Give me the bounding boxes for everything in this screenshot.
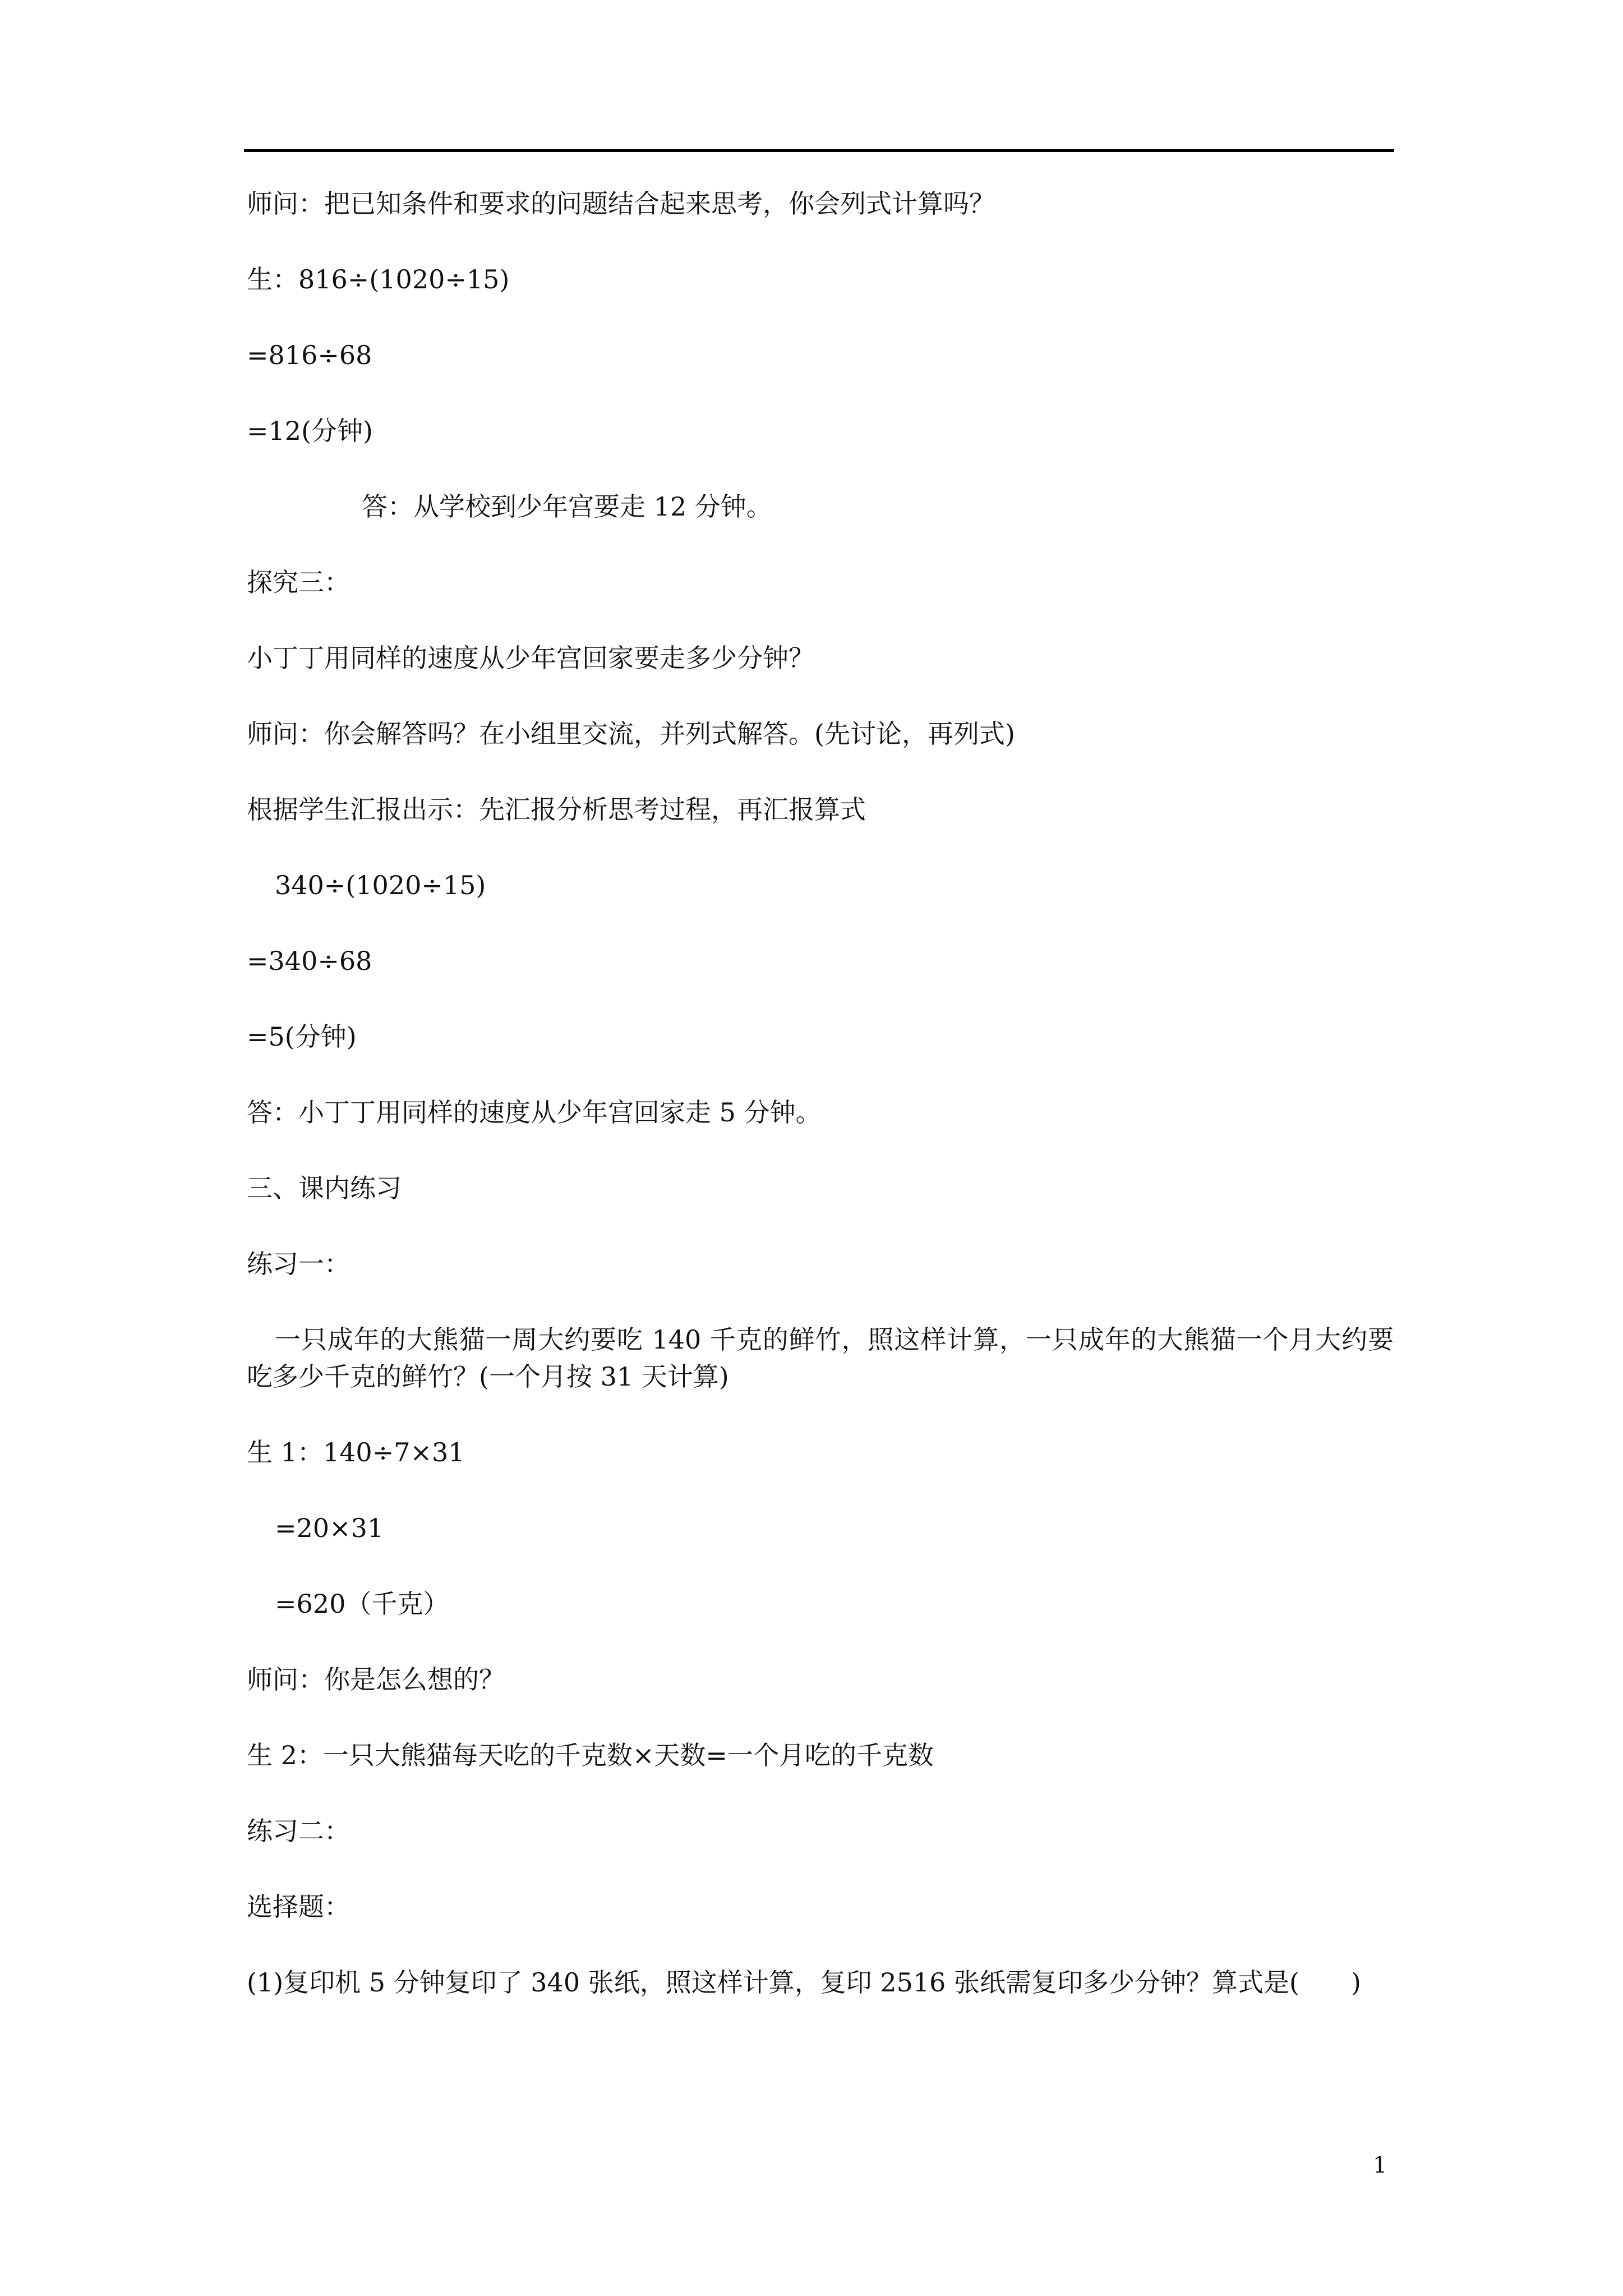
teacher-question-1: 师问：把已知条件和要求的问题结合起来思考，你会列式计算吗？ xyxy=(247,188,995,219)
multiple-choice-question-1: (1)复印机 5 分钟复印了 340 张纸，照这样计算，复印 2516 张纸需复印多少分钟？算式是( ) xyxy=(247,1967,1361,1998)
answer-1: 答：从学校到少年宫要走 12 分钟。 xyxy=(362,491,772,522)
exercise-heading-1: 练习一： xyxy=(247,1249,350,1279)
exercise-heading-2: 练习二： xyxy=(247,1816,350,1846)
equation-step-2: =340÷68 xyxy=(247,946,372,976)
equation-step-3: =20×31 xyxy=(275,1513,384,1543)
document-body xyxy=(247,185,1394,2040)
answer-2: 答：小丁丁用同样的速度从少年宫回家走 5 分钟。 xyxy=(247,1097,822,1128)
student-report-note: 根据学生汇报出示：先汇报分析思考过程，再汇报算式 xyxy=(247,794,866,825)
header-rule xyxy=(244,149,1394,152)
teacher-question-3: 师问：你是怎么想的？ xyxy=(247,1664,505,1695)
student-2-explanation: 生 2：一只大熊猫每天吃的千克数×天数=一个月吃的千克数 xyxy=(247,1740,934,1770)
student-equation-2: 340÷(1020÷15) xyxy=(275,870,486,900)
multiple-choice-heading: 选择题： xyxy=(247,1892,350,1922)
student-1-equation: 生 1：140÷7×31 xyxy=(247,1437,465,1467)
exercise-1-problem: 一只成年的大熊猫一周大约要吃 140 千克的鲜竹，照这样计算，一只成年的大熊猫一个月大约要吃多少千克的鲜竹？(一个月按 31 天计算) xyxy=(247,1324,1394,1392)
equation-result-1: =12(分钟) xyxy=(247,416,373,446)
equation-step-1: =816÷68 xyxy=(247,340,372,370)
page-number: 1 xyxy=(1373,2152,1387,2178)
student-equation-1: 生：816÷(1020÷15) xyxy=(247,264,510,295)
teacher-question-2: 师问：你会解答吗？在小组里交流，并列式解答。(先讨论，再列式) xyxy=(247,719,1015,749)
section-heading-practice: 三、课内练习 xyxy=(247,1173,402,1203)
equation-result-2: =5(分钟) xyxy=(247,1022,357,1052)
section-heading-explore-3: 探究三： xyxy=(247,567,350,597)
problem-statement-2: 小丁丁用同样的速度从少年宫回家要走多少分钟？ xyxy=(247,643,814,673)
equation-result-3: =620（千克） xyxy=(275,1589,449,1619)
